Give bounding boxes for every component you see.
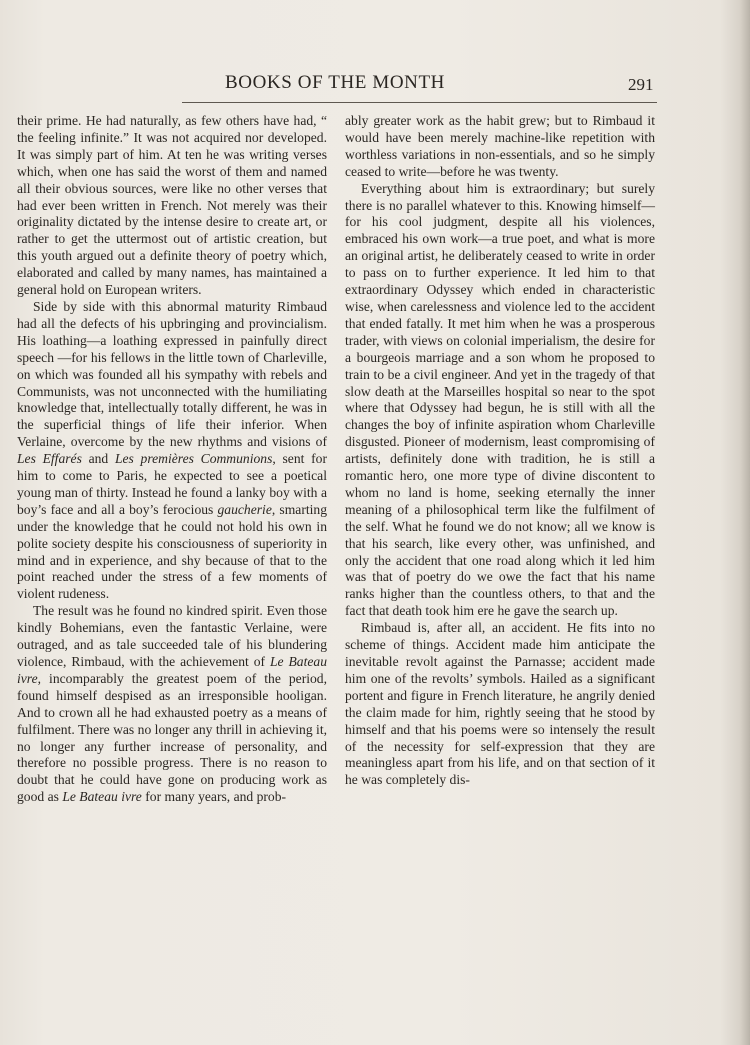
italic-word: gaucherie (217, 501, 272, 517)
page-edge (740, 0, 750, 1045)
left-column (17, 113, 327, 806)
italic-title: Les Effarés (17, 451, 82, 467)
text-run: , incomparably the greatest poem of the period, found himself despised as an irresponsible hooligan. And to crown all he had exhausted poetry as a means of fulfilment. There was no longer any thrill in achieving it, no longer any further increase of personality, and therefore no possible progress. There is no reason to doubt that he could have gone on producing work as good as (17, 670, 327, 805)
left-paragraph-3 (17, 603, 327, 806)
left-paragraph-1: their prime. He had naturally, as few others have had, “ the feeling infinite.” It was not acquired nor developed. It was simply part of him. At ten he was writing verses which, when one has said the worst of them and named all their obvious sources, were like no other verses that had ever been written in French. Not merely was their originality dictated by the intense desire to create art, or rather to get the uttermost out of artistic creation, but this youth argued out a definite theory of poetry which, elaborated and called by many names, has maintained a general hold on European writers. (17, 113, 327, 298)
left-paragraph-2 (17, 299, 327, 603)
page-header (0, 72, 750, 96)
text-run: The result was he found no kindred spirit. Even those kindly Bohemians, even the fantastic Verlaine, were outraged, and as tale succeeded tale of his blundering violence, Rimbaud, with the achievement of (17, 603, 327, 669)
text-run: , sent for him to come to Paris, he expected to see a poetical young man of thirty. Instead he found a lanky boy with a boy’s face and all a boy’s ferocious (17, 451, 327, 517)
right-column (345, 113, 655, 789)
italic-title: Le Bateau ivre (17, 654, 328, 686)
italic-title: Le Bateau ivre (62, 789, 142, 805)
header-rule (182, 102, 657, 103)
right-paragraph-3: Rimbaud is, after all, an accident. He fits into no scheme of things. Accident made him anticipate the inevitable revolt against the Parnasse; accident made him one of the revolts’ symbols. Hailed as a significant portent and figure in French literature, he angrily denied the claim made for him, rightly seeing that he stood by himself and that his poems were so intensely the result of the necessity for self-expression that they are meaningless apart from his life, and on that section of it he was completely dis- (345, 620, 655, 788)
italic-title: Les premières Communions (114, 451, 273, 467)
text-run: , smarting under the knowledge that he could not hold his own in polite society despite his consciousness of superiority in mind and in experience, and shy because of that to the point reached under the stress of a few moments of violent rudeness. (17, 501, 327, 602)
page-number: 291 (628, 75, 654, 94)
text-run: Side by side with this abnormal maturity Rimbaud had all the defects of his upbringing and provincialism. His loathing—a loathing expressed in painfully direct speech —for his fellows in the little town of Charleville, on which was founded all his sympathy with rebels and Communists, was not unconnected with the humiliating knowledge that, intellectually totally different, he was in the superficial things of life their inferior. When Verlaine, overcome by the new rhythms and visions of (17, 298, 327, 450)
running-head: BOOKS OF THE MONTH (225, 72, 445, 93)
right-paragraph-1: ably greater work as the habit grew; but to Rimbaud it would have been merely machine-like repetition with worthless variations in non-essentials, and so he simply ceased to write—before he was twenty. (345, 113, 655, 179)
right-paragraph-2: Everything about him is extraordinary; but surely there is no parallel whatever to this. Knowing himself—for his cool judgment, despite all his violences, embraced his own work—a true poet, and what is more an original artist, he deliberately ceased to write in order to pass on to further experience. It led him to that extraordinary Odyssey which ended in characteristic wise, when carelessness and violence led to the accident that ended fatally. It met him when he was a prosperous trader, with views on colonial imperialism, the desire for a bourgeois marriage and a son whom he proposed to train to be a civil engineer. And yet in the tragedy of that slow death at the Marseilles hospital so near to the spot where that Odyssey had begun, he is still with all the changes the boy of infinite aspiration whom Charleville disgusted. Pioneer of modernism, least compromising of artists, definitely done with tradition, he is still a romantic hero, one more type of divine discontent to whom no land is home, seeking eternally the inner meaning of a philosophical term like the fulfilment of the self. What he found we do not know; all we know is that his search, like every other, was unfinished, and only the accident that one road along which it led him was that of poetry do we owe the fact that his name ranks higher than the countless others, to that and the fact that death took him ere he gave the search up. (345, 180, 655, 619)
text-run: for many years, and prob- (141, 789, 287, 805)
text-run: and (81, 451, 115, 467)
